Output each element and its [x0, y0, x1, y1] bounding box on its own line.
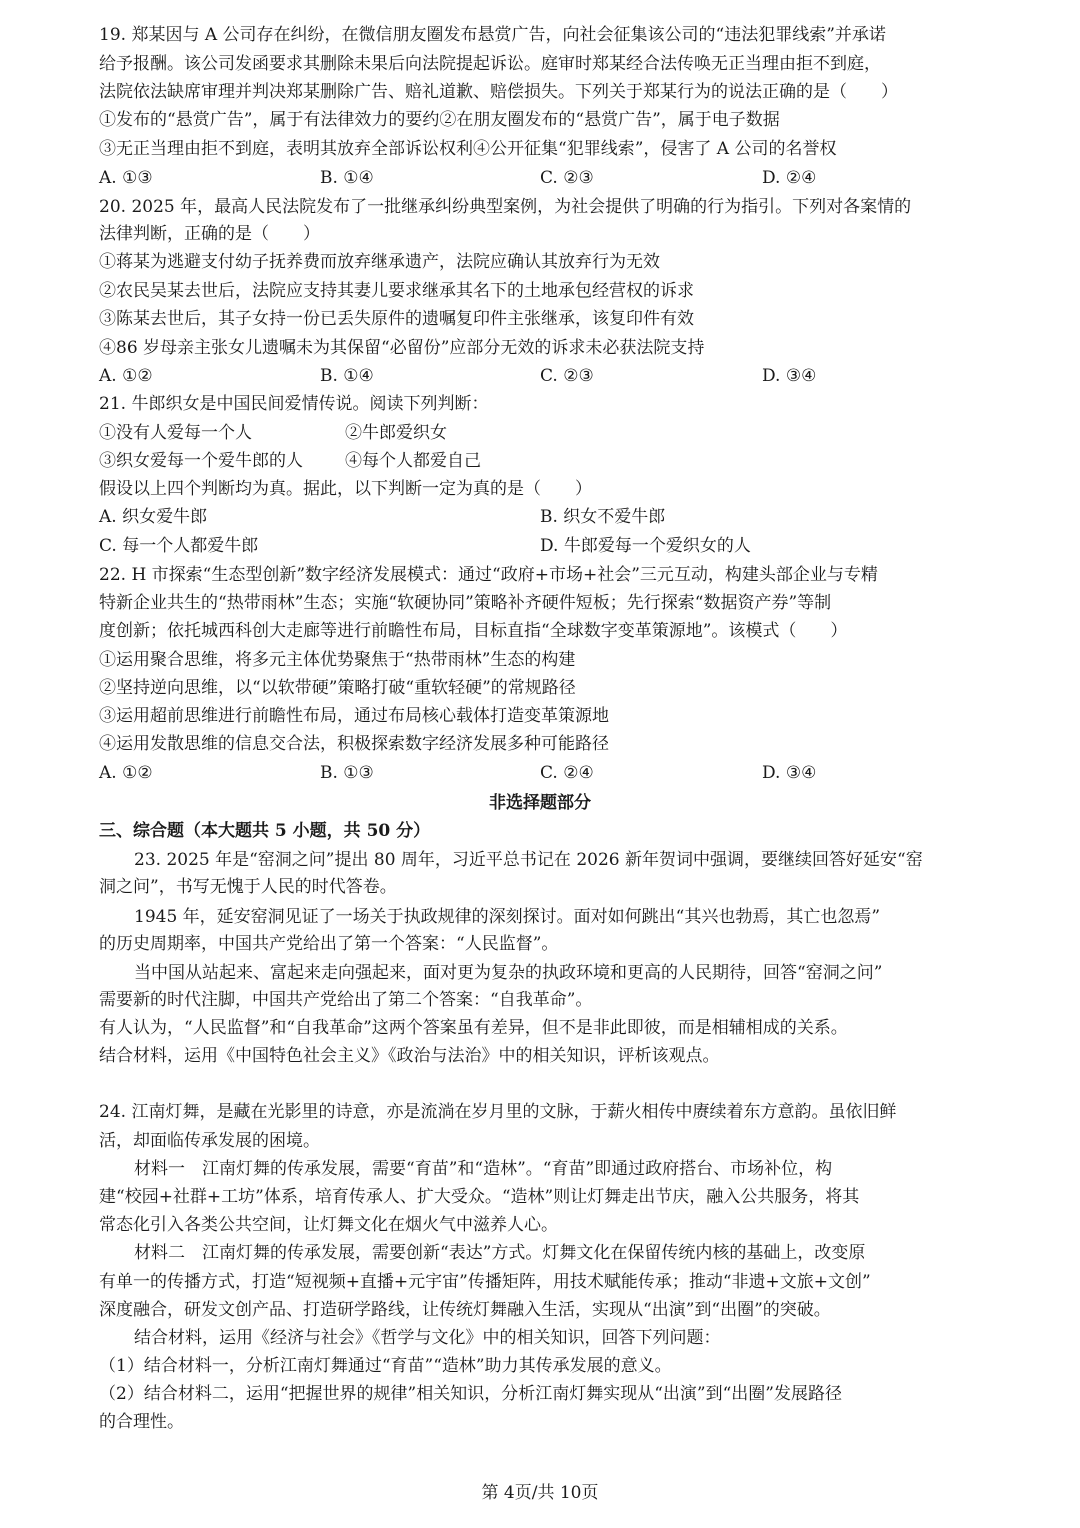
section-heading: 非选择题部分	[489, 793, 591, 813]
q24-material-1-line-3: 常态化引入各类公共空间，让灯舞文化在烟火气中滋养人心。	[99, 1215, 558, 1235]
q24-material-2-line-3: 深度融合，研发文创产品、打造研学路线，让传统灯舞融入生活，实现从“出演”到“出圈”的突破。	[99, 1300, 831, 1320]
q19-line-3: 法院依法缺席审理并判决郑某删除广告、赔礼道歉、赔偿损失。下列关于郑某行为的说法正确的是（ ）	[99, 82, 898, 102]
q23-line-8: 结合材料，运用《中国特色社会主义》《政治与法治》中的相关知识，评析该观点。	[99, 1046, 720, 1066]
q20-statement-4: ④86 岁母亲主张女儿遗嘱未为其保留“必留份”应部分无效的诉求未必获法院支持	[99, 338, 705, 358]
q22-statement-2: ②坚持逆向思维，以“以软带硬”策略打破“重软轻硬”的常规路径	[99, 678, 576, 698]
q24-material-1-line-2: 建“校园+社群+工坊”体系，培育传承人、扩大受众。“造林”则让灯舞走出节庆，融入公共服务，将其	[99, 1187, 860, 1207]
q21-option-c: C. 每一个人都爱牛郎	[99, 536, 259, 556]
q20-line-1: 20. 2025 年，最高人民法院发布了一批继承纠纷典型案例，为社会提供了明确的行为指引。下列对各案情的	[99, 197, 912, 217]
q20-line-2: 法律判断，正确的是（ ）	[99, 224, 320, 244]
q21-judgment-1: ①没有人爱每一个人	[99, 423, 252, 443]
q19-option-a: A. ①③	[99, 168, 153, 188]
q22-line-3: 度创新；依托城西科创大走廊等进行前瞻性布局，目标直指“全球数字变革策源地”。该模式（ ）	[99, 621, 848, 641]
q21-line-1: 21. 牛郎织女是中国民间爱情传说。阅读下列判断：	[99, 394, 489, 414]
q21-option-b: B. 织女不爱牛郎	[540, 507, 666, 527]
q19-line-1: 19. 郑某因与 A 公司存在纠纷，在微信朋友圈发布悬赏广告，向社会征集该公司的“违法犯罪线索”并承诺	[99, 25, 886, 45]
q22-statement-1: ①运用聚合思维，将多元主体优势聚焦于“热带雨林”生态的构建	[99, 650, 576, 670]
q24-material-2-line-2: 有单一的传播方式，打造“短视频+直播+元宇宙”传播矩阵，用技术赋能传承；推动“非遗+文旅+文创”	[99, 1272, 871, 1292]
q22-option-a: A. ①②	[99, 763, 153, 783]
q19-option-b: B. ①④	[320, 168, 374, 188]
q20-option-c: C. ②③	[540, 366, 594, 386]
q19-statements-2: ③无正当理由拒不到庭，表明其放弃全部诉讼权利④公开征集“犯罪线索”，侵害了 A 公司的名誉权	[99, 139, 837, 159]
q24-line-1: 24. 江南灯舞，是藏在光影里的诗意，亦是流淌在岁月里的文脉，于薪火相传中赓续着东方意韵。虽依旧鲜	[99, 1102, 897, 1122]
q23-line-5: 当中国从站起来、富起来走向强起来，面对更为复杂的执政环境和更高的人民期待，回答“窑洞之问”	[134, 963, 883, 983]
part-three-heading: 三、综合题（本大题共 5 小题，共 50 分）	[99, 821, 431, 841]
page-number-footer: 第 4页/共 10页	[481, 1483, 599, 1503]
q24-subquestion-1: （1）结合材料一，分析江南灯舞通过“育苗”“造林”助力其传承发展的意义。	[99, 1356, 672, 1376]
q24-material-2-line-1: 材料二 江南灯舞的传承发展，需要创新“表达”方式。灯舞文化在保留传统内核的基础上，改变原	[134, 1243, 866, 1263]
q22-line-2: 特新企业共生的“热带雨林”生态；实施“软硬协同”策略补齐硬件短板；先行探索“数据资产券”等制	[99, 593, 832, 613]
q22-option-d: D. ③④	[762, 763, 817, 783]
q23-line-1: 23. 2025 年是“窑洞之问”提出 80 周年，习近平总书记在 2026 新年贺词中强调，要继续回答好延安“窑	[134, 850, 923, 870]
q21-option-d: D. 牛郎爱每一个爱织女的人	[540, 536, 751, 556]
q22-option-c: C. ②④	[540, 763, 594, 783]
q20-option-b: B. ①④	[320, 366, 374, 386]
q23-line-4: 的历史周期率，中国共产党给出了第一个答案：“人民监督”。	[99, 934, 559, 954]
q20-statement-2: ②农民吴某去世后，法院应支持其妻儿要求继承其名下的土地承包经营权的诉求	[99, 281, 694, 301]
q22-statement-3: ③运用超前思维进行前瞻性布局，通过布局核心载体打造变革策源地	[99, 706, 609, 726]
q24-instruction: 结合材料，运用《经济与社会》《哲学与文化》中的相关知识，回答下列问题：	[134, 1328, 721, 1348]
q24-material-1-line-1: 材料一 江南灯舞的传承发展，需要“育苗”和“造林”。“育苗”即通过政府搭台、市场补位，构	[134, 1159, 833, 1179]
q21-option-a: A. 织女爱牛郎	[99, 507, 208, 527]
q23-line-7: 有人认为，“人民监督”和“自我革命”这两个答案虽有差异，但不是非此即彼，而是相辅相成的关系。	[99, 1018, 848, 1038]
q20-statement-1: ①蒋某为逃避支付幼子抚养费而放弃继承遗产，法院应确认其放弃行为无效	[99, 252, 660, 272]
q22-line-1: 22. H 市探索“生态型创新”数字经济发展模式：通过“政府+市场+社会”三元互动，构建头部企业与专精	[99, 565, 878, 585]
q20-statement-3: ③陈某去世后，其子女持一份已丢失原件的遗嘱复印件主张继承，该复印件有效	[99, 309, 694, 329]
q19-statements-1: ①发布的“悬赏广告”，属于有法律效力的要约②在朋友圈发布的“悬赏广告”，属于电子数据	[99, 110, 780, 130]
q20-option-a: A. ①②	[99, 366, 153, 386]
q21-judgment-2: ②牛郎爱织女	[345, 423, 447, 443]
q23-line-3: 1945 年，延安窑洞见证了一场关于执政规律的深刻探讨。面对如何跳出“其兴也勃焉，其亡也忽焉”	[134, 907, 881, 927]
q20-option-d: D. ③④	[762, 366, 817, 386]
q24-line-2: 活，却面临传承发展的困境。	[99, 1131, 320, 1151]
q21-judgment-3: ③织女爱每一个爱牛郎的人	[99, 451, 303, 471]
q22-statement-4: ④运用发散思维的信息交合法，积极探索数字经济发展多种可能路径	[99, 734, 609, 754]
q23-line-2: 洞之问”，书写无愧于人民的时代答卷。	[99, 877, 397, 897]
q21-judgment-4: ④每个人都爱自己	[345, 451, 481, 471]
q19-line-2: 给予报酬。该公司发函要求其删除未果后向法院提起诉讼。庭审时郑某经合法传唤无正当理由拒不到庭，	[99, 54, 881, 74]
q23-line-6: 需要新的时代注脚，中国共产党给出了第二个答案：“自我革命”。	[99, 990, 593, 1010]
q19-option-c: C. ②③	[540, 168, 594, 188]
q24-subquestion-2-line-2: 的合理性。	[99, 1412, 184, 1432]
q21-question: 假设以上四个判断均为真。据此，以下判断一定为真的是（ ）	[99, 479, 592, 499]
q19-option-d: D. ②④	[762, 168, 817, 188]
q22-option-b: B. ①③	[320, 763, 374, 783]
q24-subquestion-2-line-1: （2）结合材料二，运用“把握世界的规律”相关知识，分析江南灯舞实现从“出演”到“出圈”发展路径	[99, 1384, 842, 1404]
